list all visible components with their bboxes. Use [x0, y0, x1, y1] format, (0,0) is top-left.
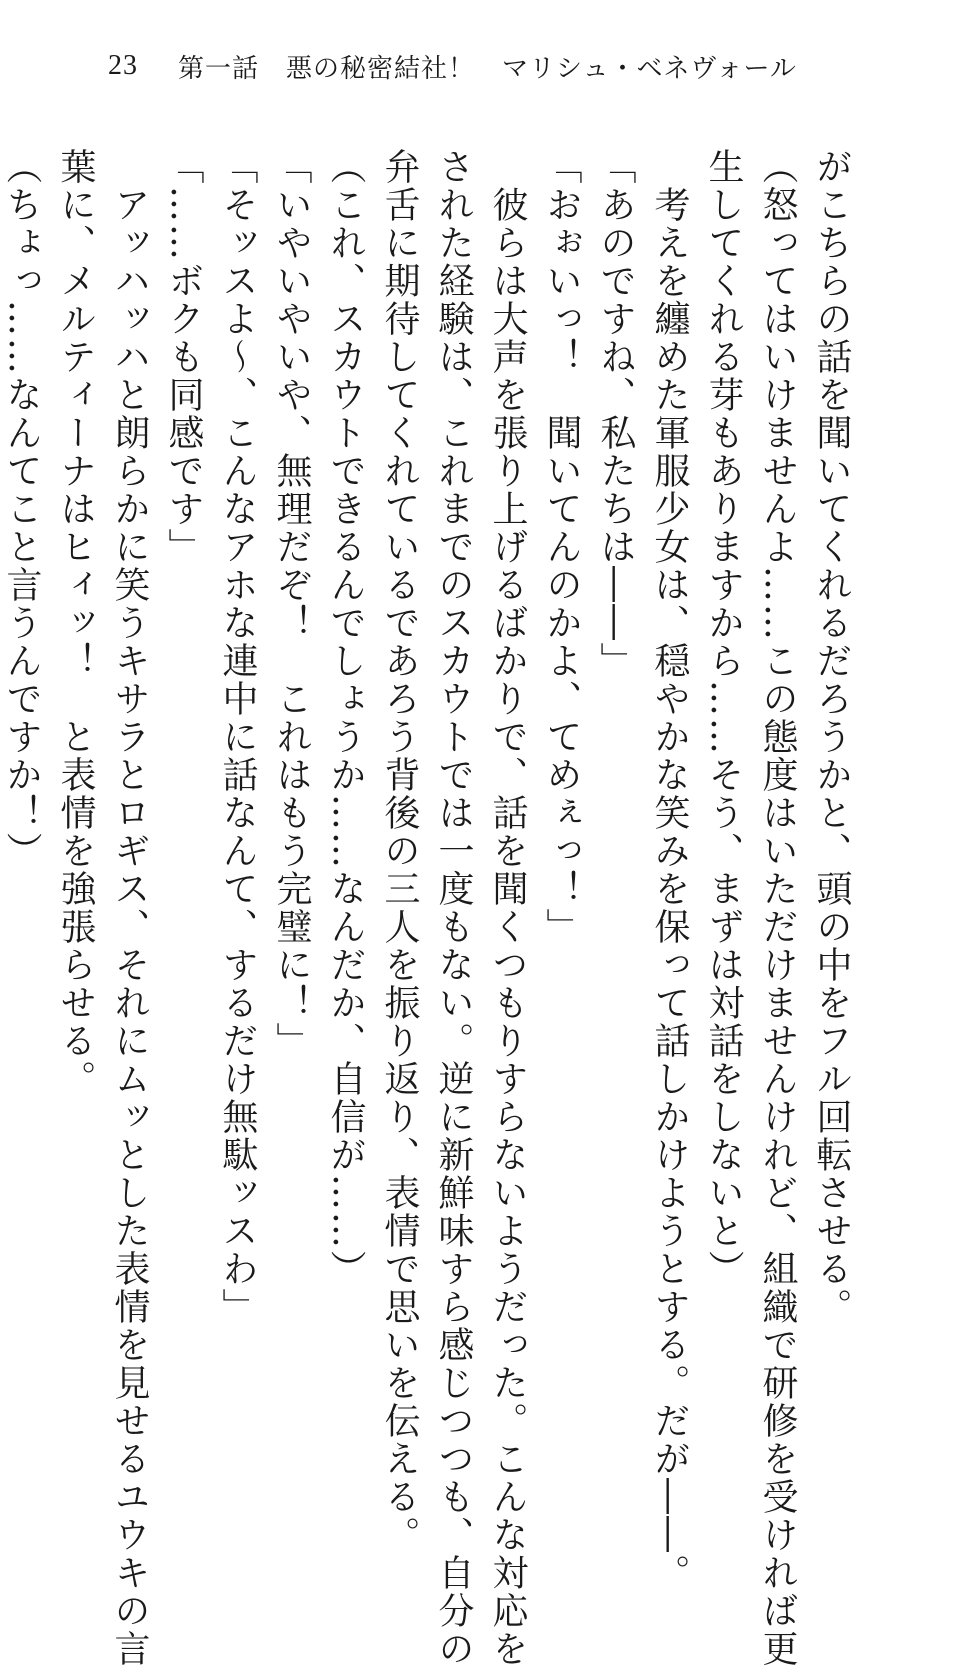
text-line: （怒ってはいけませんよ……この態度はいただけませんけれど、組織で研修を受ければ更	[757, 148, 798, 1668]
chapter-title: 第一話 悪の秘密結社！ マリシュ・ベネヴォール	[178, 53, 797, 84]
text-line: 「いやいやいや、無理だぞ！ これはもう完璧に！」	[271, 148, 312, 1060]
running-header	[108, 48, 797, 84]
text-line: アッハッハと朗らかに笑うキサラとロギス、それにムッとした表情を見せるユウキの言	[109, 148, 150, 1668]
text-line: 葉に、メルティーナはヒィッ！ と表情を強張らせる。	[55, 148, 96, 1098]
text-line: （ちょっ……なんてこと言うんですか！）	[1, 148, 42, 870]
text-line: 「おぉいっ！ 聞いてんのかよ、てめぇっ！」	[541, 148, 582, 946]
text-line: 「あのですね、私たちは――」	[595, 148, 636, 680]
text-line: がこちらの話を聞いてくれるだろうかと、頭の中をフル回転させる。	[811, 148, 852, 1326]
text-line: 彼らは大声を張り上げるばかりで、話を聞くつもりすらないようだった。こんな対応を	[487, 148, 528, 1668]
text-line: された経験は、これまでのスカウトでは一度もない。逆に新鮮味すら感じつつも、自分の	[433, 148, 474, 1668]
page-number: 23	[108, 50, 138, 81]
text-line: （これ、スカウトできるんでしょうか……なんだか、自信が……）	[325, 148, 366, 1288]
text-line: 「……ボクも同感です」	[163, 148, 204, 566]
text-line: 生してくれる芽もありますから……そう、まずは対話をしないと）	[703, 148, 744, 1288]
text-line: 考えを纏めた軍服少女は、穏やかな笑みを保って話しかけようとする。だが――。	[649, 148, 690, 1592]
text-line: 「そッスよ～、こんなアホな連中に話なんて、するだけ無駄ッスわ」	[217, 148, 258, 1326]
body-text	[0, 148, 858, 1668]
text-line: 弁舌に期待してくれているであろう背後の三人を振り返り、表情で思いを伝える。	[379, 148, 420, 1554]
